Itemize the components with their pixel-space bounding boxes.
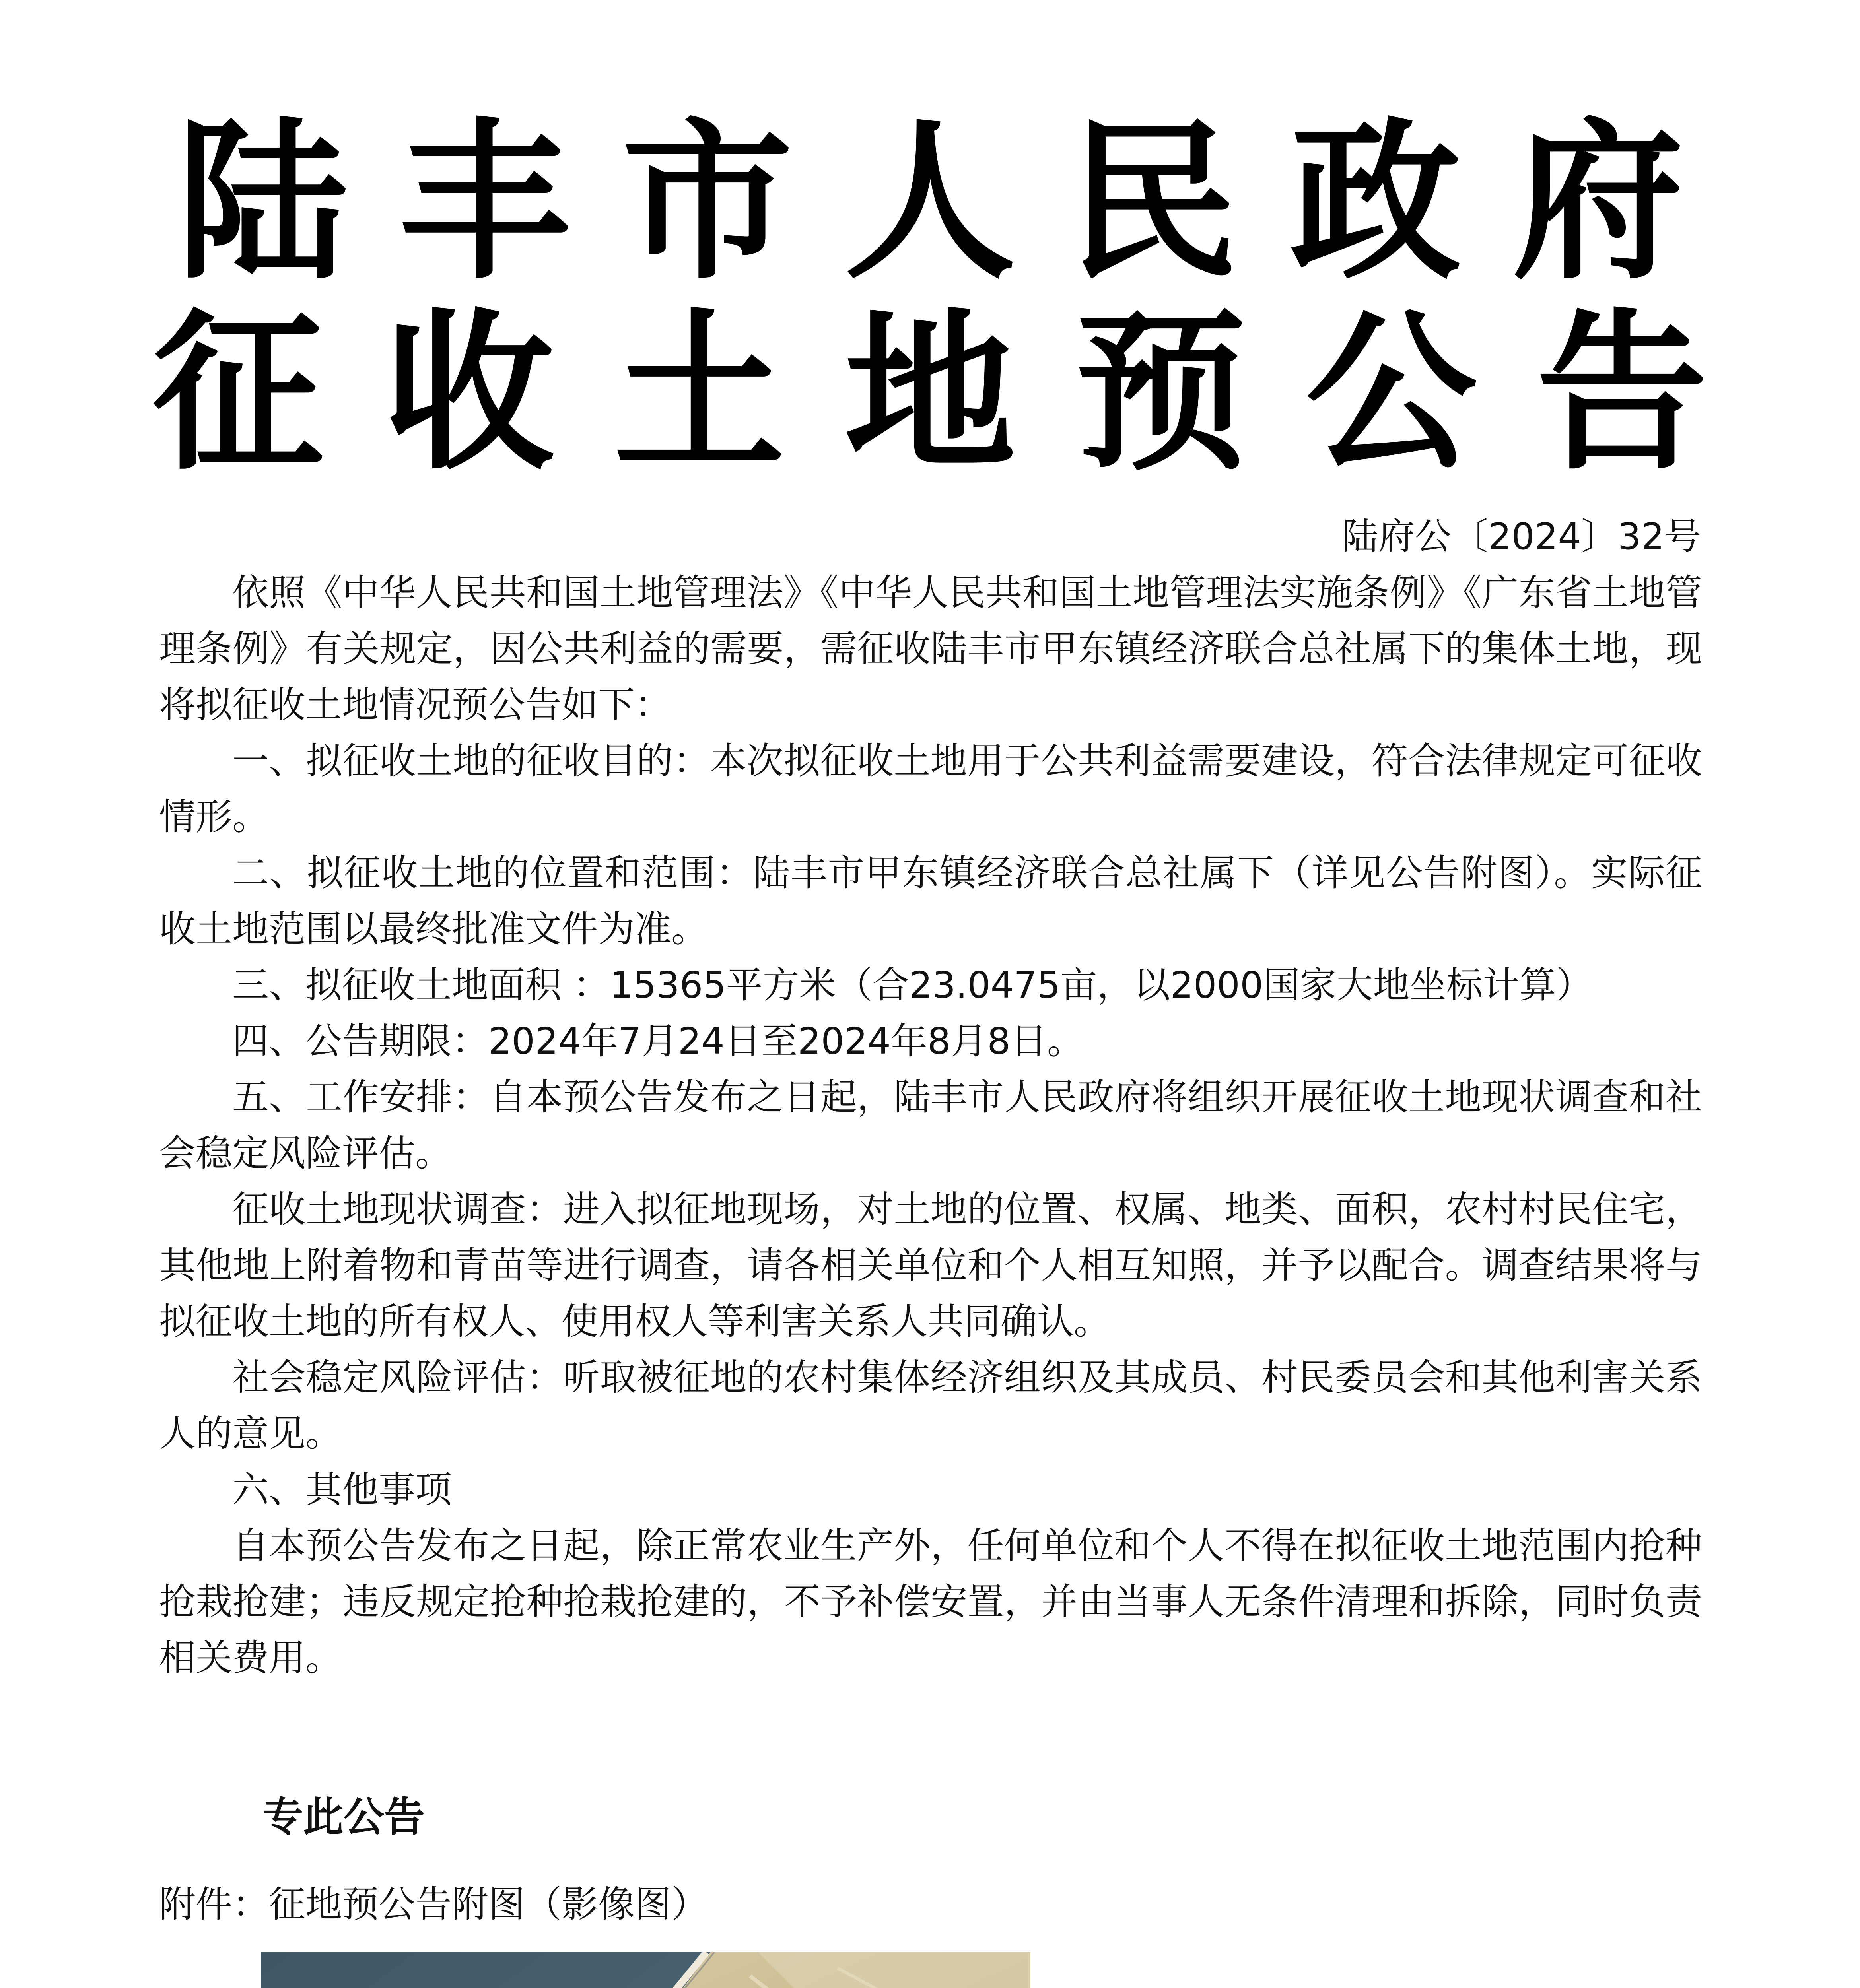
paragraph-period: 四、公告期限：2024年7月24日至2024年8月8日。 [232,1020,1084,1062]
paragraph-other-heading: 六、其他事项 [232,1468,452,1511]
paragraph-area: 三、拟征收土地面积 ：15365平方米（合23.0475亩，以2000国家大地坐标计算） [232,964,1593,1006]
page-subtitle: 征收土地预公告 [152,294,1767,493]
paragraph-legal-basis: 依照《中华人民共和国土地管理法》《中华人民共和国土地管理法实施条例》《广东省土地管理条例》有关规定，因公共利益的需要，需征收陆丰市甲东镇经济联合总社属下的集体土地，现将拟征收土地情况预公告如下： [159,571,1702,726]
paragraph-other-matters: 自本预公告发布之日起，除正常农业生产外，任何单位和个人不得在拟征收土地范围内抢种抢栽抢建；违反规定抢种抢栽抢建的，不予补偿安置，并由当事人无条件清理和拆除，同时负责相关费用。 [159,1524,1702,1679]
document-number: 陆府公〔2024〕32号 [1341,515,1701,558]
closing-statement: 专此公告 [262,1793,425,1841]
paragraph-purpose: 一、拟征收土地的征收目的：本次拟征收土地用于公共利益需要建设，符合法律规定可征收情形。 [159,740,1702,838]
attachment-label: 附件：征地预公告附图（影像图） [159,1883,708,1926]
paragraph-risk-assessment: 社会稳定风险评估：听取被征地的农村集体经济组织及其成员、村民委员会和其他利害关系人的意见。 [159,1356,1702,1455]
notice-body [159,565,1702,1686]
paragraph-survey: 征收土地现状调查：进入拟征地现场，对土地的位置、权属、地类、面积，农村村民住宅，其他地上附着物和青苗等进行调查，请各相关单位和个人相互知照，并予以配合。调查结果将与拟征收土地的所有权人、使用权人等利害关系人共同确认。 [159,1188,1702,1343]
paragraph-work-plan: 五、工作安排：自本预公告发布之日起，陆丰市人民政府将组织开展征收土地现状调查和社会稳定风险评估。 [159,1076,1702,1175]
paragraph-location: 二、拟征收土地的位置和范围：陆丰市甲东镇经济联合总社属下（详见公告附图）。实际征收土地范围以最终批准文件为准。 [159,852,1702,950]
satellite-map-image [261,1952,1030,1988]
page-title: 陆丰市人民政府 [176,103,1736,302]
